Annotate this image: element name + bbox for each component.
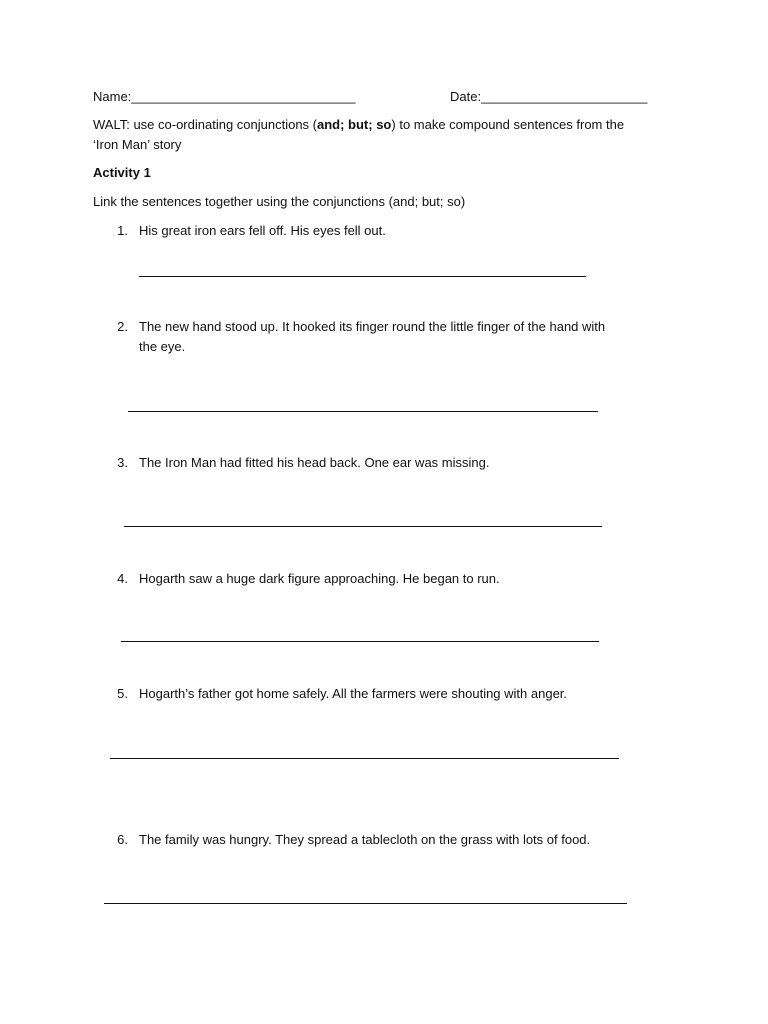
question-1-number: 1. (117, 223, 128, 238)
activity-instruction: Link the sentences together using the conjunctions (and; but; so) (93, 194, 466, 209)
walt-line-2: ‘Iron Man’ story (93, 137, 182, 152)
question-6-text: The family was hungry. They spread a tablecloth on the grass with lots of food. (139, 832, 591, 847)
question-1-text: His great iron ears fell off. His eyes fell out. (139, 223, 386, 238)
question-2-answer-line[interactable] (128, 411, 598, 412)
question-5-text: Hogarth’s father got home safely. All the farmers were shouting with anger. (139, 686, 568, 701)
question-3-number: 3. (117, 455, 128, 470)
question-3-text: The Iron Man had fitted his head back. One ear was missing. (139, 455, 490, 470)
question-4-number: 4. (117, 571, 128, 586)
walt-line-1 (93, 117, 624, 132)
question-4-answer-line[interactable] (121, 641, 599, 642)
question-4-text: Hogarth saw a huge dark figure approaching. He began to run. (139, 571, 500, 586)
name-blank[interactable]: _______________________________ (131, 89, 356, 104)
date-blank[interactable]: _______________________ (481, 89, 648, 104)
name-field[interactable] (93, 89, 355, 104)
question-6-number: 6. (117, 832, 128, 847)
date-label: Date: (450, 89, 482, 104)
walt-suffix: ) to make compound sentences from the (391, 117, 625, 132)
question-3-answer-line[interactable] (124, 526, 602, 527)
date-field[interactable] (450, 89, 647, 104)
question-2-text-continued: the eye. (139, 339, 186, 354)
activity-title: Activity 1 (93, 165, 151, 180)
walt-prefix: WALT: use co-ordinating conjunctions ( (93, 117, 317, 132)
name-label: Name: (93, 89, 132, 104)
question-5-number: 5. (117, 686, 128, 701)
question-2-text: The new hand stood up. It hooked its finger round the little finger of the hand with (139, 319, 606, 334)
question-2-number: 2. (117, 319, 128, 334)
question-5-answer-line[interactable] (110, 758, 619, 759)
question-6-answer-line[interactable] (104, 903, 627, 904)
walt-conjunctions: and; but; so (317, 117, 392, 132)
question-1-answer-line[interactable] (139, 276, 586, 277)
